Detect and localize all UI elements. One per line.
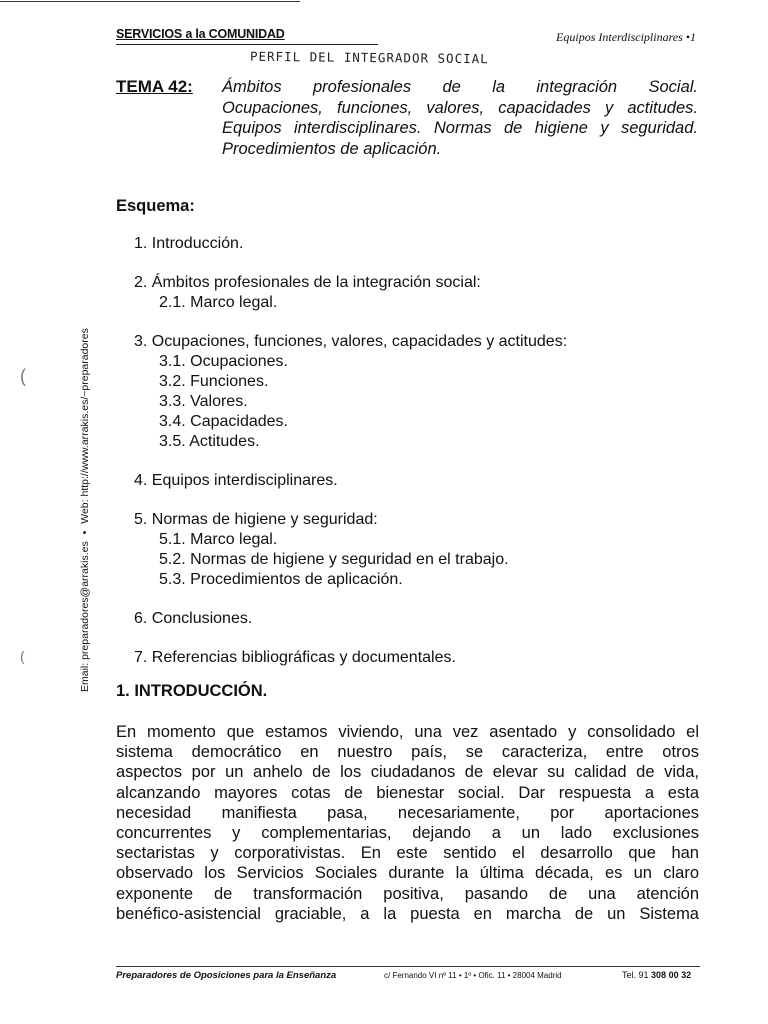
tema-title-line: Procedimientos de aplicación. [222, 139, 442, 158]
outline-item-label: 7. Referencias bibliográficas y documentales. [134, 649, 456, 666]
outline-item-label: 6. Conclusiones. [134, 610, 253, 627]
handwritten-note: PERFIL DEL INTEGRADOR SOCIAL [249, 48, 489, 67]
header-subject: SERVICIOS a la COMUNIDAD [116, 27, 285, 41]
outline-subitem: 3.1. Ocupaciones. [159, 353, 288, 370]
intro-line: sistema democrático en nuestro país, se caracteriza, entre otros [116, 743, 699, 762]
outline-subitem: 3.4. Capacidades. [159, 413, 288, 430]
header-rule [116, 44, 378, 45]
tema-title-line: Ámbitos profesionales de la integración Social. [222, 78, 698, 96]
outline-item [134, 332, 567, 452]
outline-item-label: 5. Normas de higiene y seguridad: [134, 511, 378, 528]
footer-rule [116, 966, 700, 967]
intro-line: benéfico-asistencial graciable, a la puesta en marcha de un Sistema [116, 904, 699, 923]
outline-subitem: 3.3. Valores. [159, 393, 248, 410]
footer-org: Preparadores de Oposiciones para la Enseñanza [116, 970, 337, 981]
outline-subitem: 3.2. Funciones. [159, 373, 269, 390]
intro-line: En momento que estamos viviendo, una vez asentado y consolidado el [116, 723, 699, 741]
outline-item [134, 234, 567, 254]
scan-mark: ( [20, 366, 26, 386]
intro-line: exponente de transformación positiva, pasando de una atención [116, 884, 699, 903]
outline-item [134, 648, 567, 668]
outline-item-label: 1. Introducción. [134, 235, 244, 252]
sidebar-contact [79, 328, 91, 692]
tema-title [222, 77, 698, 159]
sidebar-separator: • [79, 530, 91, 535]
outline-item [134, 273, 567, 313]
outline-item-label: 4. Equipos interdisciplinares. [134, 472, 338, 489]
tema-label: TEMA 42: [116, 77, 193, 96]
intro-line: necesidad manifiesta pasa, necesariamente, por aportaciones [116, 803, 699, 822]
tema-title-line: Equipos interdisciplinares. Normas de higiene y seguridad. [222, 119, 698, 137]
outline-list [134, 234, 567, 687]
sidebar-web: Web: http://www.arrakis.es/~preparadores [79, 328, 91, 524]
outline-item [134, 609, 567, 629]
intro-line: concurrentes y complementarias, dejando a un lado exclusiones [116, 824, 699, 843]
scan-mark: ( [20, 648, 25, 664]
outline-item [134, 510, 567, 590]
esquema-heading: Esquema: [116, 197, 195, 215]
footer-tel-label: Tel. 91 [622, 970, 649, 980]
outline-item-label: 3. Ocupaciones, funciones, valores, capacidades y actitudes: [134, 333, 568, 350]
outline-subitem: 5.2. Normas de higiene y seguridad en el trabajo. [159, 551, 509, 568]
outline-subitem: 3.5. Actitudes. [159, 433, 260, 450]
footer-address: c/ Fernando VI nº 11 • 1º • Ofic. 11 • 28004 Madrid [384, 971, 562, 980]
outline-subitem: 2.1. Marco legal. [159, 294, 278, 311]
intro-line: observado los Servicios Sociales durante la última década, es un claro [116, 864, 699, 883]
outline-item-label: 2. Ámbitos profesionales de la integración social: [134, 274, 481, 291]
outline-subitem: 5.1. Marco legal. [159, 531, 278, 548]
intro-line: aspectos por un anhelo de los ciudadanos de elevar su calidad de vida, [116, 763, 699, 782]
intro-line: alcanzando mayores cotas de bienestar social. Dar respuesta a esta [116, 783, 699, 802]
outline-subitem: 5.3. Procedimientos de aplicación. [159, 571, 403, 588]
tema-title-line: Ocupaciones, funciones, valores, capacidades y actitudes. [222, 98, 698, 117]
intro-paragraph [116, 722, 699, 924]
outline-item [134, 471, 567, 491]
footer-phone [622, 970, 691, 980]
top-edge-line [0, 1, 300, 2]
sidebar-email: Email: preparadores@arrakis.es [79, 541, 91, 692]
footer-tel-number: 308 00 32 [651, 970, 692, 980]
header-page-title: Equipos Interdisciplinares •1 [556, 30, 696, 44]
intro-line: sectaristas y corporativistas. En este sentido el desarrollo que han [116, 844, 699, 863]
section-heading: 1. INTRODUCCIÓN. [116, 682, 268, 700]
